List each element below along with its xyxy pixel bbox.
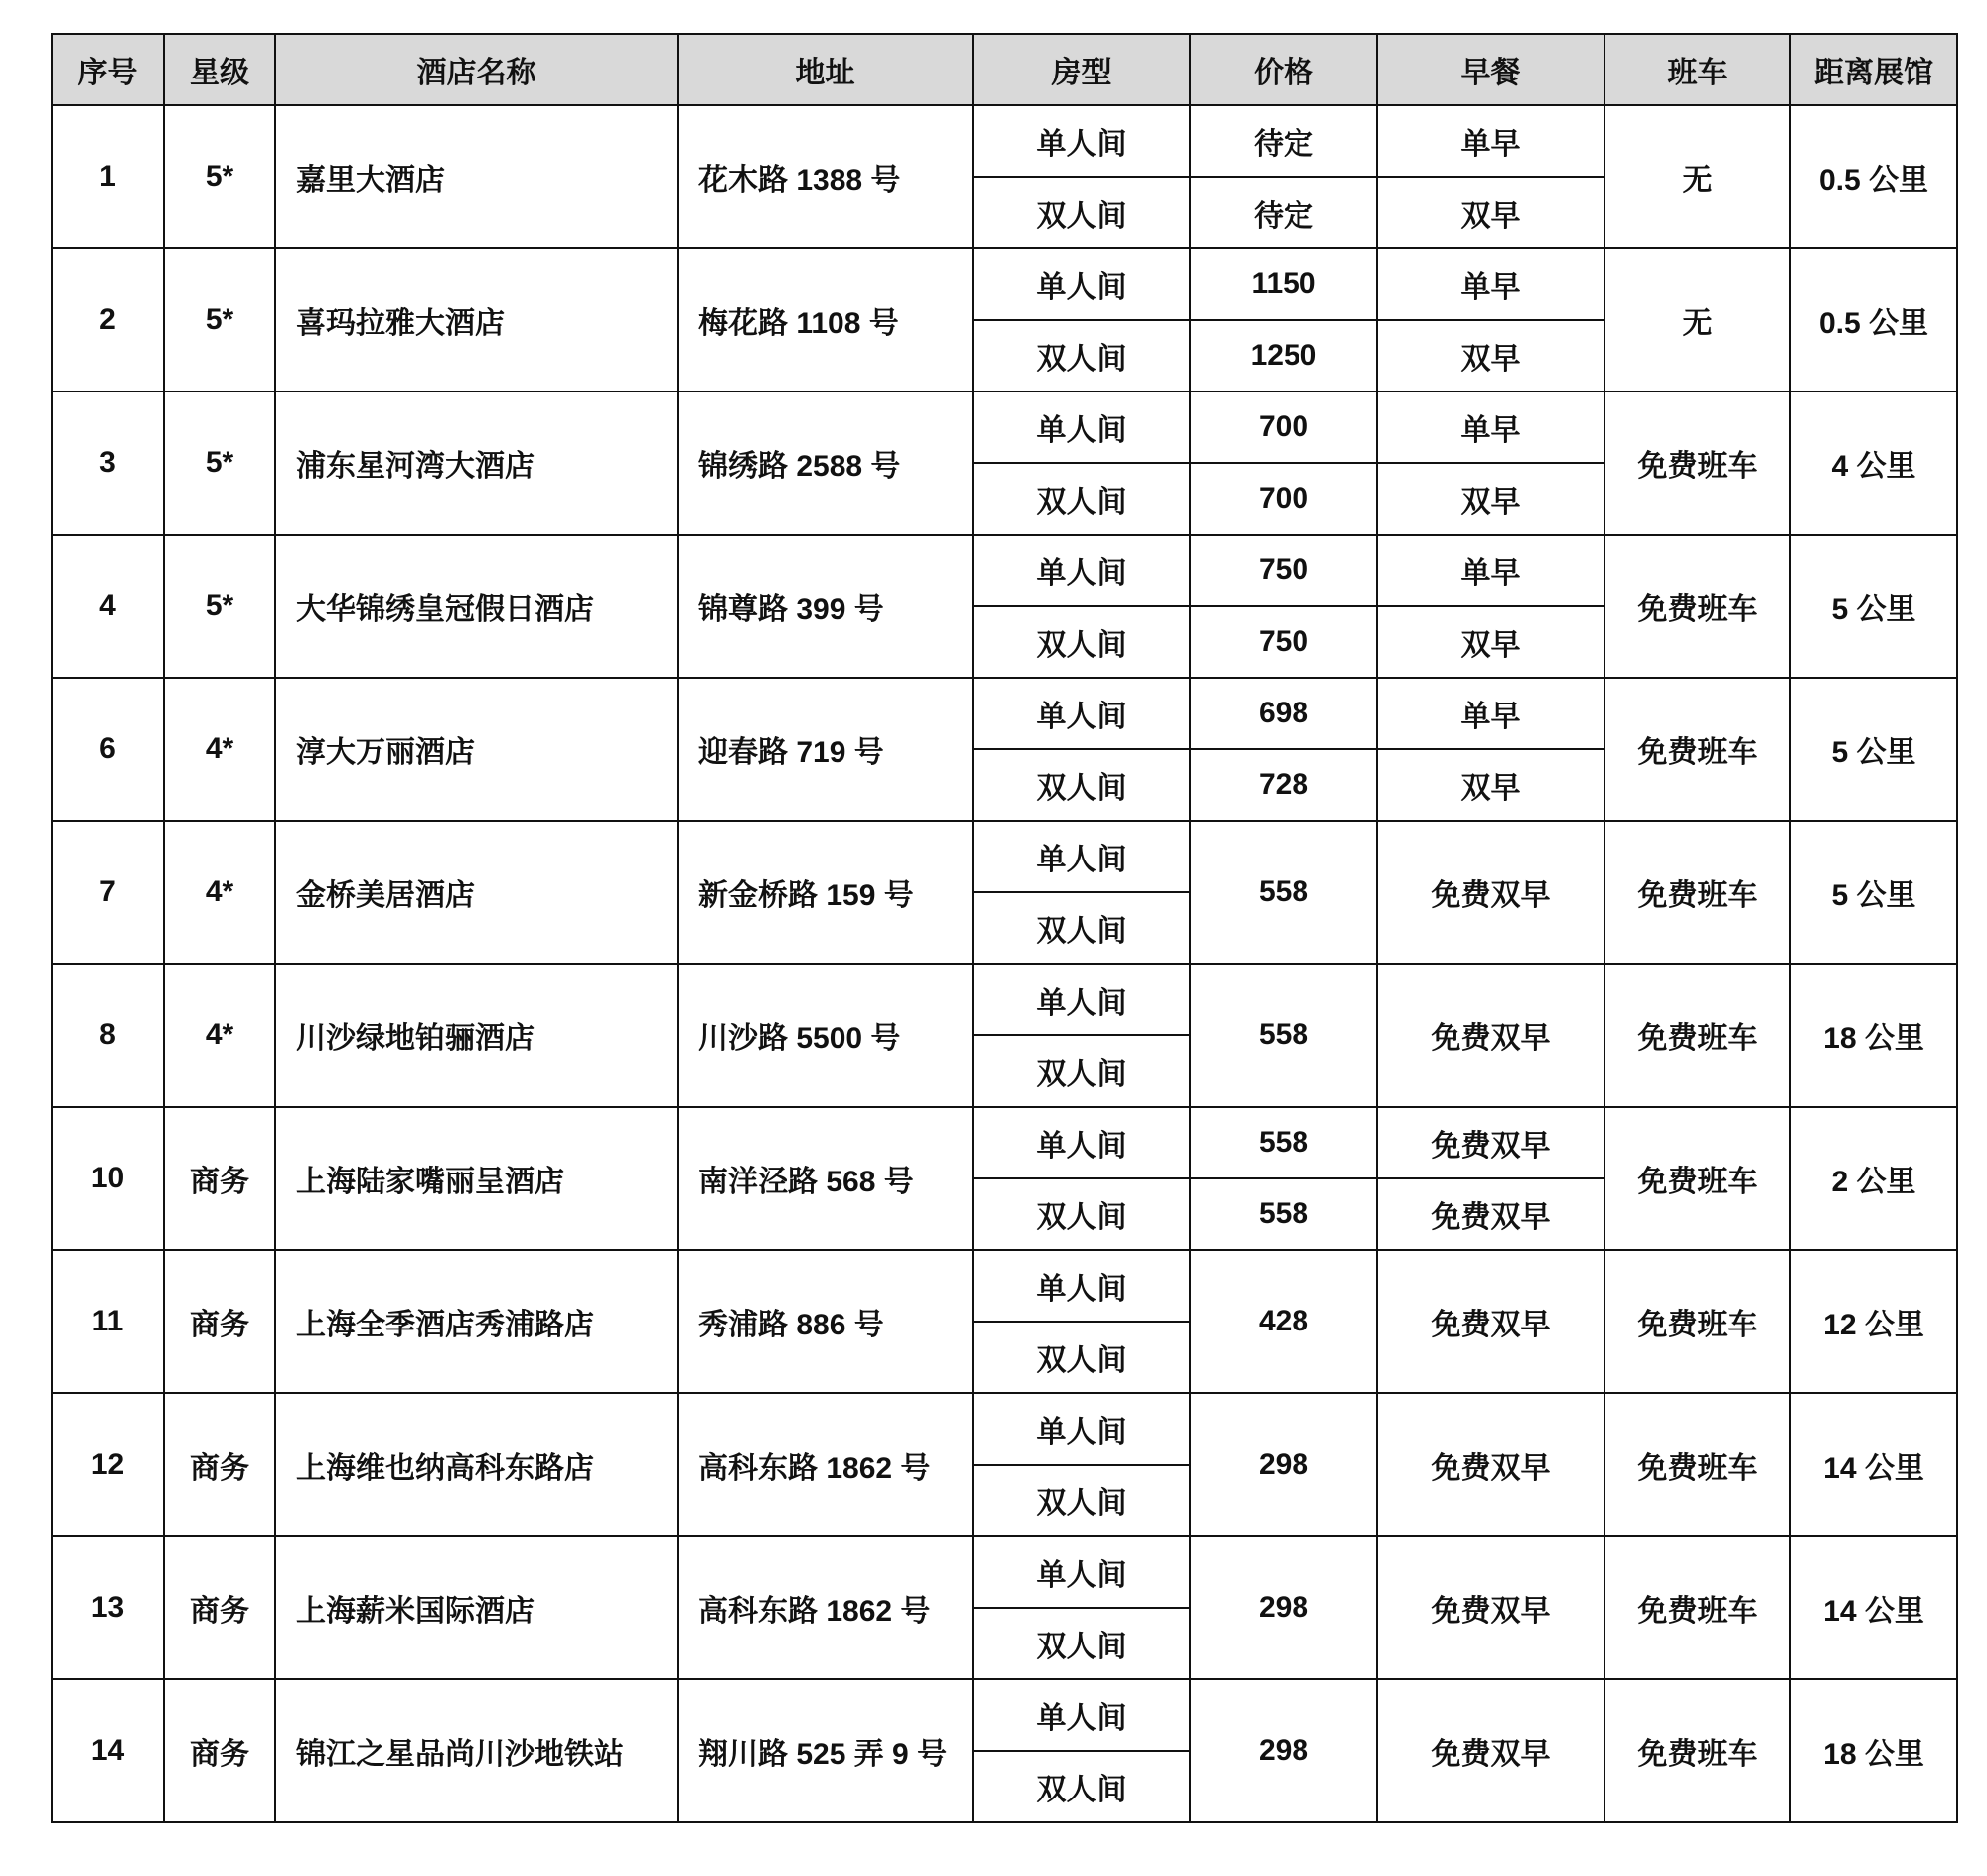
cell-room-type: 单人间: [973, 391, 1190, 463]
table-row: [52, 1250, 1957, 1322]
cell-breakfast: 单早: [1377, 248, 1605, 320]
cell-room-type: 单人间: [973, 248, 1190, 320]
cell-room-type: 单人间: [973, 535, 1190, 606]
cell-address: 川沙路 5500 号: [678, 964, 973, 1107]
cell-distance: 14 公里: [1790, 1536, 1957, 1679]
cell-breakfast: 双早: [1377, 320, 1605, 391]
cell-price: 298: [1190, 1393, 1377, 1536]
cell-room-type: 双人间: [973, 1322, 1190, 1393]
cell-breakfast: 免费双早: [1377, 1107, 1605, 1178]
cell-distance: 14 公里: [1790, 1393, 1957, 1536]
cell-star: 商务: [164, 1107, 275, 1250]
cell-no: 2: [52, 248, 164, 391]
cell-distance: 5 公里: [1790, 678, 1957, 821]
cell-no: 1: [52, 105, 164, 248]
cell-breakfast: 免费双早: [1377, 1679, 1605, 1822]
cell-price: 698: [1190, 678, 1377, 749]
cell-no: 6: [52, 678, 164, 821]
table-row: [52, 821, 1957, 892]
cell-no: 13: [52, 1536, 164, 1679]
cell-shuttle: 免费班车: [1605, 821, 1790, 964]
header-distance: 距离展馆: [1790, 34, 1957, 105]
cell-room-type: 单人间: [973, 1393, 1190, 1465]
table-row: [52, 1107, 1957, 1178]
cell-price: 558: [1190, 821, 1377, 964]
cell-no: 8: [52, 964, 164, 1107]
cell-no: 11: [52, 1250, 164, 1393]
cell-price: 750: [1190, 606, 1377, 678]
header-price: 价格: [1190, 34, 1377, 105]
cell-distance: 5 公里: [1790, 821, 1957, 964]
cell-distance: 12 公里: [1790, 1250, 1957, 1393]
cell-price: 558: [1190, 964, 1377, 1107]
hotel-table: [51, 33, 1958, 1823]
cell-breakfast: 免费双早: [1377, 1250, 1605, 1393]
cell-room-type: 单人间: [973, 964, 1190, 1035]
cell-room-type: 双人间: [973, 177, 1190, 248]
cell-room-type: 双人间: [973, 1465, 1190, 1536]
cell-price: 700: [1190, 463, 1377, 535]
cell-name: 金桥美居酒店: [275, 821, 678, 964]
cell-room-type: 双人间: [973, 1035, 1190, 1107]
header-address: 地址: [678, 34, 973, 105]
cell-name: 上海薪米国际酒店: [275, 1536, 678, 1679]
cell-star: 商务: [164, 1393, 275, 1536]
cell-address: 梅花路 1108 号: [678, 248, 973, 391]
cell-star: 5*: [164, 105, 275, 248]
cell-breakfast: 免费双早: [1377, 821, 1605, 964]
cell-price: 558: [1190, 1178, 1377, 1250]
header-name: 酒店名称: [275, 34, 678, 105]
cell-star: 5*: [164, 535, 275, 678]
cell-distance: 0.5 公里: [1790, 105, 1957, 248]
cell-price: 700: [1190, 391, 1377, 463]
cell-room-type: 单人间: [973, 1250, 1190, 1322]
cell-name: 浦东星河湾大酒店: [275, 391, 678, 535]
cell-shuttle: 免费班车: [1605, 391, 1790, 535]
cell-no: 3: [52, 391, 164, 535]
cell-distance: 4 公里: [1790, 391, 1957, 535]
cell-breakfast: 单早: [1377, 391, 1605, 463]
cell-address: 迎春路 719 号: [678, 678, 973, 821]
cell-price: 428: [1190, 1250, 1377, 1393]
cell-no: 7: [52, 821, 164, 964]
cell-star: 4*: [164, 678, 275, 821]
cell-room-type: 单人间: [973, 1536, 1190, 1608]
cell-name: 锦江之星品尚川沙地铁站: [275, 1679, 678, 1822]
cell-room-type: 单人间: [973, 678, 1190, 749]
table-row: [52, 1679, 1957, 1751]
table-row: [52, 248, 1957, 320]
cell-room-type: 双人间: [973, 320, 1190, 391]
cell-breakfast: 免费双早: [1377, 964, 1605, 1107]
cell-name: 淳大万丽酒店: [275, 678, 678, 821]
cell-price: 1250: [1190, 320, 1377, 391]
cell-shuttle: 免费班车: [1605, 535, 1790, 678]
cell-price: 298: [1190, 1679, 1377, 1822]
cell-distance: 2 公里: [1790, 1107, 1957, 1250]
cell-star: 4*: [164, 964, 275, 1107]
cell-room-type: 单人间: [973, 105, 1190, 177]
cell-name: 川沙绿地铂骊酒店: [275, 964, 678, 1107]
cell-room-type: 双人间: [973, 1751, 1190, 1822]
cell-shuttle: 免费班车: [1605, 1107, 1790, 1250]
table-row: [52, 1536, 1957, 1608]
cell-breakfast: 免费双早: [1377, 1536, 1605, 1679]
header-star: 星级: [164, 34, 275, 105]
cell-breakfast: 双早: [1377, 606, 1605, 678]
cell-shuttle: 无: [1605, 248, 1790, 391]
cell-no: 4: [52, 535, 164, 678]
cell-shuttle: 免费班车: [1605, 964, 1790, 1107]
cell-shuttle: 免费班车: [1605, 1393, 1790, 1536]
table-row: [52, 678, 1957, 749]
cell-address: 南洋泾路 568 号: [678, 1107, 973, 1250]
cell-shuttle: 免费班车: [1605, 1536, 1790, 1679]
table-row: [52, 1393, 1957, 1465]
header-shuttle: 班车: [1605, 34, 1790, 105]
cell-star: 商务: [164, 1250, 275, 1393]
cell-room-type: 双人间: [973, 1178, 1190, 1250]
cell-address: 高科东路 1862 号: [678, 1393, 973, 1536]
cell-breakfast: 双早: [1377, 463, 1605, 535]
cell-address: 新金桥路 159 号: [678, 821, 973, 964]
cell-no: 12: [52, 1393, 164, 1536]
header-no: 序号: [52, 34, 164, 105]
cell-room-type: 双人间: [973, 749, 1190, 821]
table-row: [52, 105, 1957, 177]
cell-room-type: 双人间: [973, 606, 1190, 678]
header-breakfast: 早餐: [1377, 34, 1605, 105]
cell-room-type: 单人间: [973, 1107, 1190, 1178]
cell-price: 750: [1190, 535, 1377, 606]
cell-breakfast: 双早: [1377, 749, 1605, 821]
cell-room-type: 双人间: [973, 463, 1190, 535]
cell-address: 翔川路 525 弄 9 号: [678, 1679, 973, 1822]
cell-room-type: 双人间: [973, 892, 1190, 964]
cell-distance: 18 公里: [1790, 964, 1957, 1107]
cell-name: 嘉里大酒店: [275, 105, 678, 248]
cell-breakfast: 免费双早: [1377, 1393, 1605, 1536]
cell-room-type: 单人间: [973, 821, 1190, 892]
cell-star: 商务: [164, 1536, 275, 1679]
cell-room-type: 双人间: [973, 1608, 1190, 1679]
cell-price: 558: [1190, 1107, 1377, 1178]
cell-distance: 0.5 公里: [1790, 248, 1957, 391]
table-row: [52, 391, 1957, 463]
cell-star: 5*: [164, 248, 275, 391]
cell-price: 728: [1190, 749, 1377, 821]
cell-address: 锦尊路 399 号: [678, 535, 973, 678]
cell-price: 298: [1190, 1536, 1377, 1679]
cell-star: 商务: [164, 1679, 275, 1822]
cell-price: 1150: [1190, 248, 1377, 320]
cell-name: 上海陆家嘴丽呈酒店: [275, 1107, 678, 1250]
cell-shuttle: 免费班车: [1605, 1679, 1790, 1822]
cell-room-type: 单人间: [973, 1679, 1190, 1751]
cell-star: 4*: [164, 821, 275, 964]
cell-address: 锦绣路 2588 号: [678, 391, 973, 535]
cell-shuttle: 免费班车: [1605, 1250, 1790, 1393]
cell-distance: 18 公里: [1790, 1679, 1957, 1822]
header-room-type: 房型: [973, 34, 1190, 105]
cell-shuttle: 无: [1605, 105, 1790, 248]
table-row: [52, 964, 1957, 1035]
cell-breakfast: 单早: [1377, 105, 1605, 177]
cell-name: 上海维也纳高科东路店: [275, 1393, 678, 1536]
cell-no: 14: [52, 1679, 164, 1822]
cell-shuttle: 免费班车: [1605, 678, 1790, 821]
cell-no: 10: [52, 1107, 164, 1250]
cell-breakfast: 单早: [1377, 678, 1605, 749]
cell-address: 高科东路 1862 号: [678, 1536, 973, 1679]
cell-breakfast: 单早: [1377, 535, 1605, 606]
cell-star: 5*: [164, 391, 275, 535]
cell-name: 大华锦绣皇冠假日酒店: [275, 535, 678, 678]
cell-price: 待定: [1190, 177, 1377, 248]
cell-address: 秀浦路 886 号: [678, 1250, 973, 1393]
cell-breakfast: 免费双早: [1377, 1178, 1605, 1250]
cell-name: 喜玛拉雅大酒店: [275, 248, 678, 391]
cell-price: 待定: [1190, 105, 1377, 177]
cell-distance: 5 公里: [1790, 535, 1957, 678]
cell-name: 上海全季酒店秀浦路店: [275, 1250, 678, 1393]
header-row: [52, 34, 1957, 105]
table-row: [52, 535, 1957, 606]
cell-breakfast: 双早: [1377, 177, 1605, 248]
cell-address: 花木路 1388 号: [678, 105, 973, 248]
